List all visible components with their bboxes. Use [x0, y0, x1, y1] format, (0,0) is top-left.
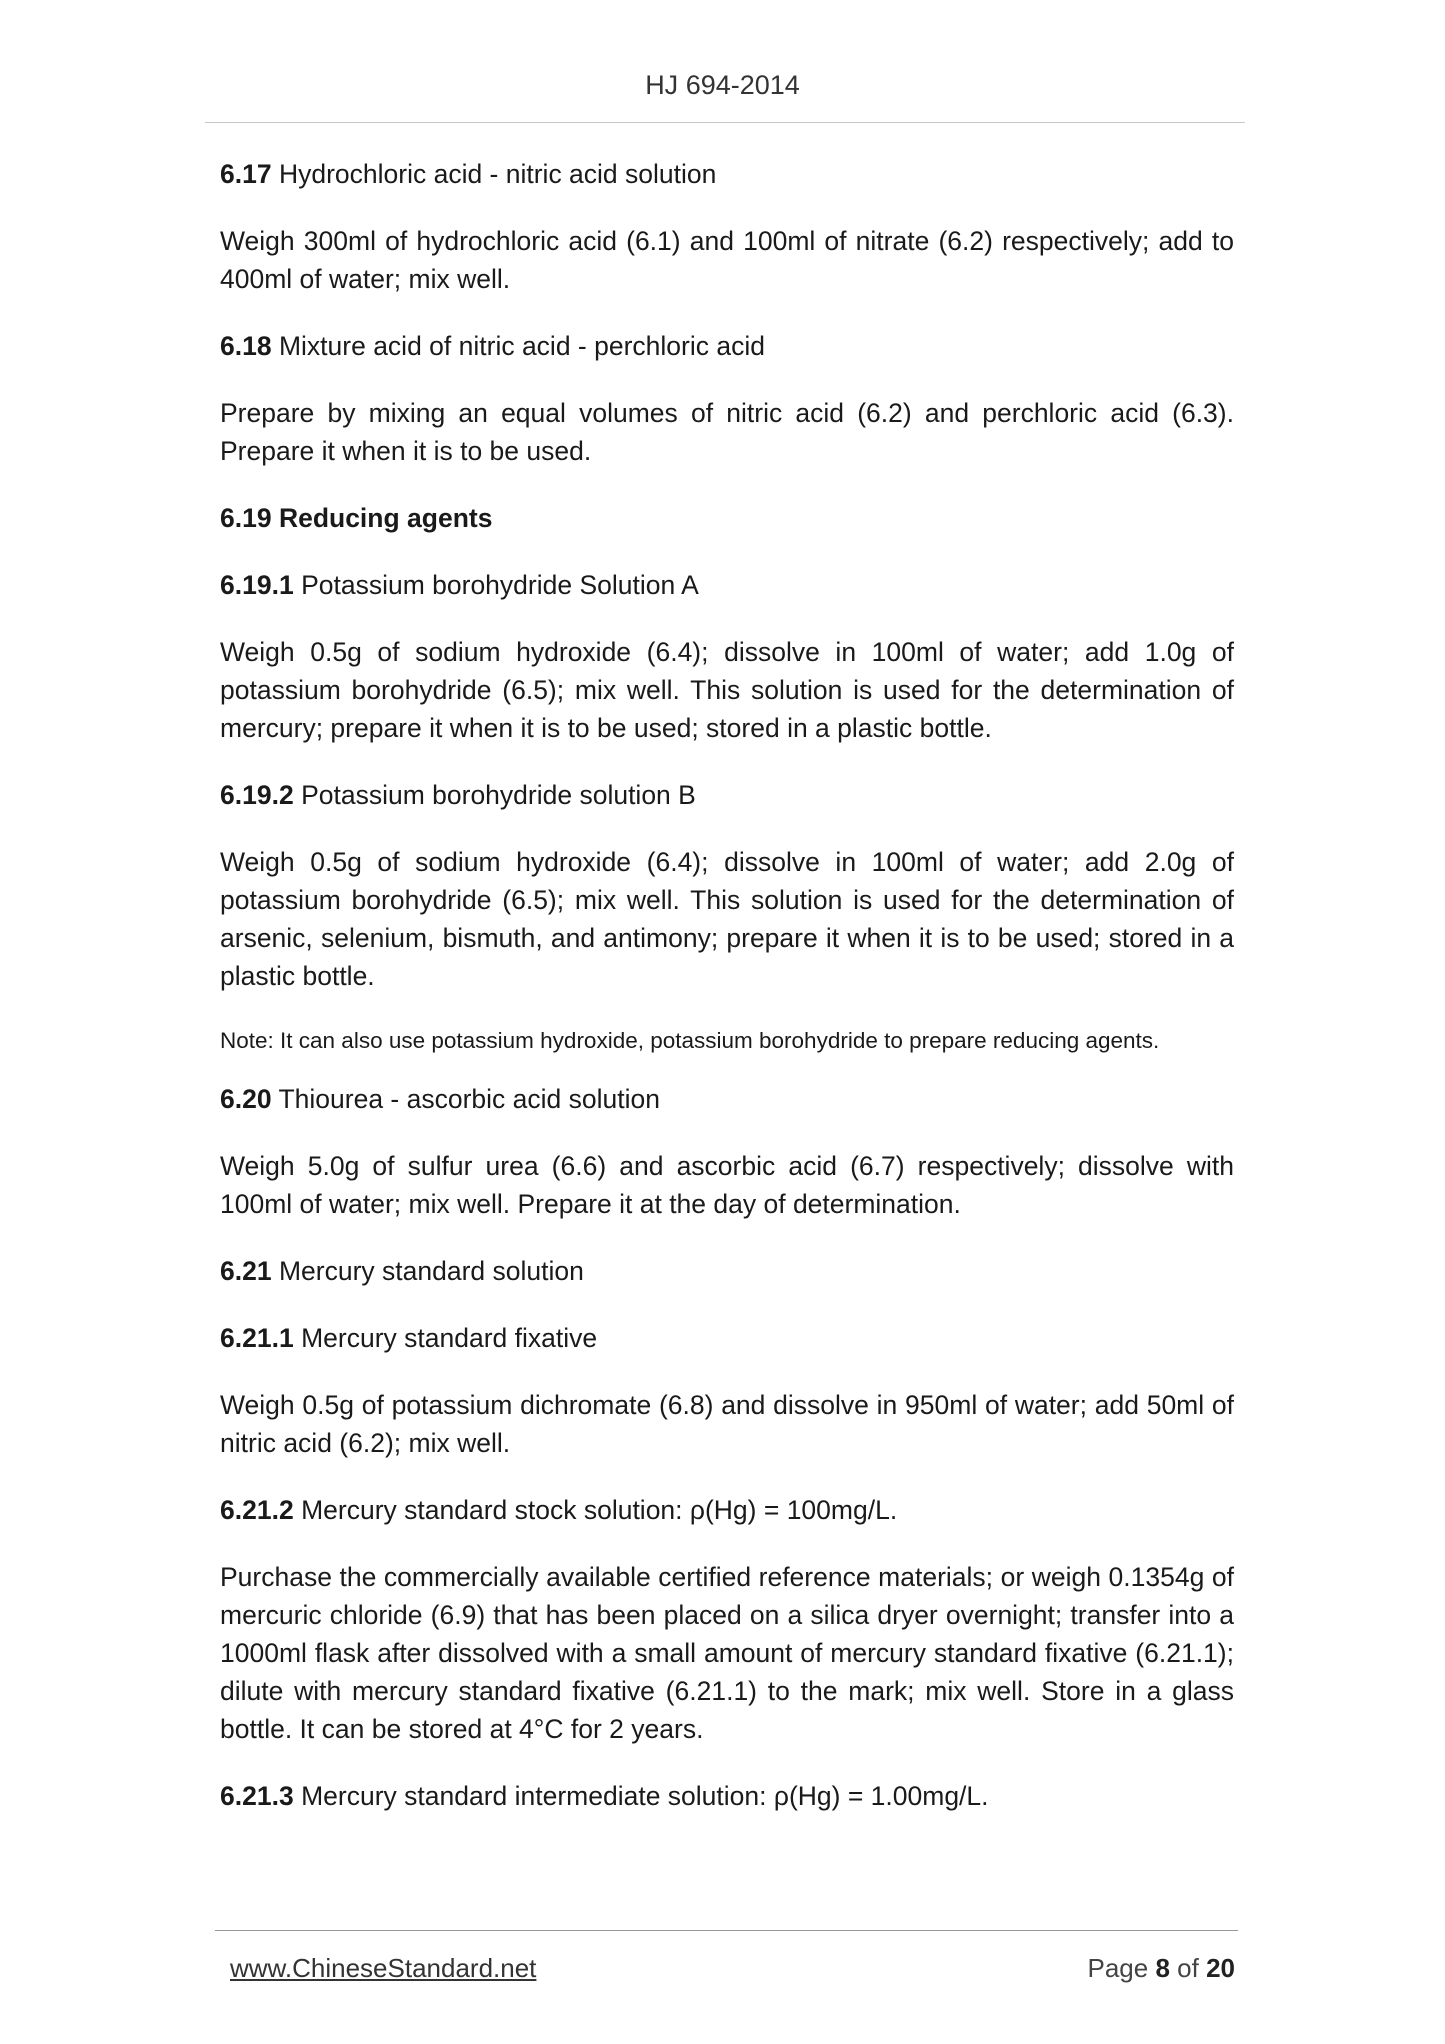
section-number: 6.19.2: [220, 780, 294, 810]
paragraph: Weigh 0.5g of sodium hydroxide (6.4); dissolve in 100ml of water; add 1.0g of potassium borohydride (6.5); mix well. This solution is used for the determination of mercury; prepare it when it is to be used; stored in a plastic bottle.: [220, 637, 1234, 743]
section-title: Mixture acid of nitric acid - perchloric acid: [278, 331, 765, 361]
paragraph: Weigh 5.0g of sulfur urea (6.6) and ascorbic acid (6.7) respectively; dissolve with 100ml of water; mix well. Prepare it at the day of determination.: [220, 1151, 1234, 1219]
paragraph: Prepare by mixing an equal volumes of nitric acid (6.2) and perchloric acid (6.3). Prepare it when it is to be used.: [220, 398, 1234, 466]
section-heading: [220, 1080, 1234, 1118]
section-number: 6.17: [220, 159, 272, 189]
section-title: Mercury standard intermediate solution: ρ(Hg) = 1.00mg/L.: [301, 1781, 989, 1811]
document-body: [220, 155, 1234, 1844]
section-heading: 6.19 Reducing agents: [220, 503, 493, 533]
paragraph: Purchase the commercially available certified reference materials; or weigh 0.1354g of mercuric chloride (6.9) that has been placed on a silica dryer overnight; transfer into a 1000ml flask after dissolved with a small amount of mercury standard fixative (6.21.1); dilute with mercury standard fixative (6.21.1) to the mark; mix well. Store in a glass bottle. It can be stored at 4°C for 2 years.: [220, 1562, 1234, 1744]
section-heading: [220, 776, 1234, 814]
section-title: Hydrochloric acid - nitric acid solution: [278, 159, 717, 189]
section-heading: [220, 155, 1234, 193]
page-of: of: [1177, 1953, 1199, 1983]
total-pages: 20: [1206, 1953, 1235, 1983]
section-heading: [220, 566, 1234, 604]
header-divider: [205, 122, 1245, 123]
paragraph: Weigh 0.5g of potassium dichromate (6.8) and dissolve in 950ml of water; add 50ml of nitric acid (6.2); mix well.: [220, 1390, 1234, 1458]
section-title: Thiourea - ascorbic acid solution: [278, 1084, 660, 1114]
document-code-header: HJ 694-2014: [645, 70, 800, 100]
section-number: 6.19.1: [220, 570, 294, 600]
website-link[interactable]: www.ChineseStandard.net: [230, 1953, 537, 1983]
section-number: 6.21.3: [220, 1781, 294, 1811]
section-heading: [220, 1491, 1234, 1529]
section-number: 6.21.2: [220, 1495, 294, 1525]
section-number: 6.18: [220, 331, 272, 361]
current-page-number: 8: [1155, 1953, 1170, 1983]
section-title: Mercury standard solution: [278, 1256, 584, 1286]
section-number: 6.20: [220, 1084, 272, 1114]
section-heading: [220, 327, 1234, 365]
page-indicator: [1087, 1953, 1235, 1984]
note: Note: It can also use potassium hydroxide, potassium borohydride to prepare reducing agents.: [220, 1028, 1160, 1053]
section-heading: [220, 1777, 1234, 1815]
section-title: Potassium borohydride solution B: [301, 780, 696, 810]
section-title: Mercury standard fixative: [301, 1323, 598, 1353]
paragraph: Weigh 0.5g of sodium hydroxide (6.4); dissolve in 100ml of water; add 2.0g of potassium borohydride (6.5); mix well. This solution is used for the determination of arsenic, selenium, bismuth, and antimony; prepare it when it is to be used; stored in a plastic bottle.: [220, 847, 1234, 991]
section-number: 6.21.1: [220, 1323, 294, 1353]
section-title: Potassium borohydride Solution A: [301, 570, 699, 600]
section-title: Mercury standard stock solution: ρ(Hg) = 100mg/L.: [301, 1495, 898, 1525]
section-heading: [220, 1252, 1234, 1290]
section-heading: [220, 1319, 1234, 1357]
paragraph: Weigh 300ml of hydrochloric acid (6.1) and 100ml of nitrate (6.2) respectively; add to 400ml of water; mix well.: [220, 226, 1234, 294]
section-number: 6.21: [220, 1256, 272, 1286]
page-prefix: Page: [1087, 1953, 1149, 1983]
footer-divider: [215, 1930, 1238, 1931]
